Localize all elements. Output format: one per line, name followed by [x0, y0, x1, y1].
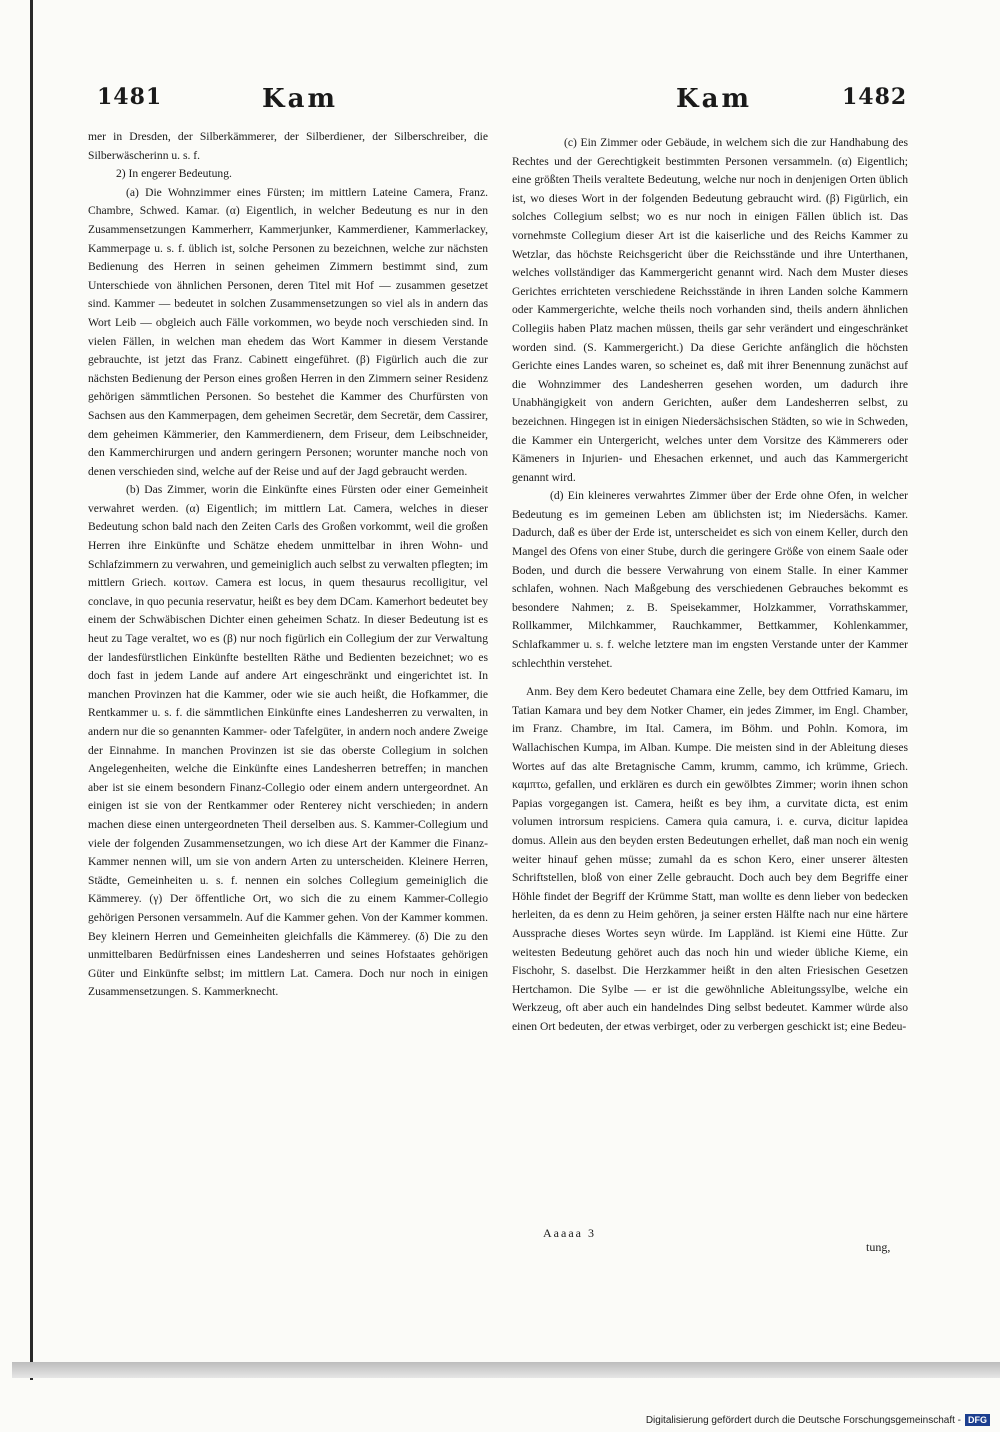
paragraph: (b) Das Zimmer, worin die Einkünfte eines Fürsten oder einer Gemeinheit verwahret werden. (α) Eigentlich; im mittlern Lat. Camera, welches in dieser Bedeutung schon bald nach den Zeiten Carls des Großen vorkommt, weil die großen Herren ihre Einkünfte und Schätze ehedem unmittelbar in ihren Wohn- und Schlafzimmern zu verwahren, und gemeiniglich auch selbst zu verwalten pflegten; im mittlern Griech. κοιτων. Camera est locus, in quem thesaurus recolligitur, vel conclave, in quo pecunia reservatur, heißt es bey dem DCam. Kamerhort bedeutet bey einem der Schwäbischen Dichter einen geheimen Schatz. In dieser Bedeutung ist es heut zu Tage veraltet, wo es (β) nur noch figürlich ein Collegium der zur Verwaltung der landesfürstlichen Einkünfte bestellten Räthe und Bedienten bezeichnet; wo es doch fast in jedem Lande auf andere Art eingeschränkt und eingerichtet ist. In manchen Provinzen hat die Kammer, oder wie sie auch heißt, die Hofkammer, die Rentkammer u. s. f. die sämmtlichen Einkünfte eines Landesherren zu verwalten, in andern nur die so genannten Kammer- oder Tafelgüter, in andern noch andere Zweige der Einnahme. In manchen Provinzen ist sie das oberste Collegium in solchen Angelegenheiten, welche die Einkünfte eines Landesherren betreffen; in manchen aber ist sie einem besondern Finanz-Collegio oder einem andern untergeordnet. An einigen ist sie von der Rentkammer oder Renterey nicht verschieden; in andern machen diese einen untergeordneten Theil derselben aus. S. Kammer-Collegium und viele der folgenden Zusammensetzungen, wo ich diese Art der Kammer die Finanz-Kammer nennen will, um sie von andern Arten zu unterscheiden. Kleinere Herren, Städte, Gemeinheiten u. s. f. nennen ein solches Collegium gemeiniglich die Kämmerey. (γ) Der öffentliche Ort, wo sich die zu einem Kammer-Collegio gehörigen Personen versammeln. Auf die Kammer gehen. Von der Kammer kommen. Bey kleinern Herren und Gemeinheiten gleichfalls die Kämmerey. (δ) Die zu den unmittelbaren Bedürfnissen eines Landesherren und seines Hofstaates gehörigen Güter und Einkünfte selbst; im mittlern Lat. Camera. Doch nur noch in einigen Zusammensetzungen. S. Kammerknecht. [88, 483, 488, 999]
running-head-left: Kam [262, 84, 338, 114]
paragraph: (a) Die Wohnzimmer eines Fürsten; im mittlern Lateine Camera, Franz. Chambre, Schwed. Kamar. (α) Eigentlich, in welcher Bedeutung es nur in den Zusammensetzungen Kammerherr, Kammerjunker, Kammerdiener, Kammerlackey, Kammerpage u. s. f. üblich ist, solche Personen zu bezeichnen, welche zur nächsten Bedienung des Herren in seinen geheimen Zimmern bestimmt sind, zum Unterschiede von ähnlichen Personen, deren Titel mit Hof — zusammen gesetzet sind. Kammer — bedeutet in solchen Zusammensetzungen so viel als in andern das Wort Leib — obgleich auch Fälle vorkommen, wo beyde noch verschieden sind. In vielen Fällen, in welchen man ehedem das Wort Kammer in diesem Verstande gebrauchte, ist jetzt das Franz. Cabinett eingeführet. (β) Figürlich auch die zur nächsten Bedienung der Person eines großen Herren in den Zimmern seiner Residenz gehörigen sämmtlichen Personen. So bestehet die Kammer des Churfürsten von Sachsen aus den Kammerpagen, dem geheimen Secretär, dem Secretär, dem Cassirer, dem geheimen Kämmerier, den Kammerdienern, dem Friseur, dem Leibschneider, den Kammerchirurgen und andern geringern Personen; worunter manche noch von denen verschieden sind, welche auf der Reise und auf der Jagd gebraucht werden. [88, 185, 488, 478]
right-text-column [512, 134, 908, 1037]
paragraph: mer in Dresden, der Silberkämmerer, der Silberdiener, der Silberschreiber, die Silberwäscherinn u. s. f. [88, 130, 488, 162]
page-number-right: 1482 [842, 84, 908, 110]
catchword: tung, [866, 1240, 891, 1254]
left-text-column [88, 128, 488, 1002]
annotation-paragraph: Anm. Bey dem Kero bedeutet Chamara eine Zelle, bey dem Ottfried Kamaru, im Tatian Kamara und bey dem Notker Chamer, ein jedes Zimmer, im Engl. Chamber, im Franz. Chambre, im Ital. Camera, im Böhm. und Pohln. Komora, im Wallachischen Kumpa, im Alban. Kumpe. Die meisten sind in der Ableitung dieses Wortes auf das alte Bretagnische Camm, krumm, cammo, ich krümme, Griech. καμπτω, gefallen, und erklären es durch ein gewölbtes Zimmer; worin ihnen schon Papias vorgegangen ist. Camera, heißt es bey ihm, a curvitate dicta, est enim volumen introrsum respiciens. Camera quia camura, i. e. curva, dicitur lapidea domus. Allein aus den beyden ersten Bedeutungen erhellet, daß man noch ein wenig weiter hinauf gehen müsse; zumahl da es schon Kero, einer unserer ältesten Schriftstellen, bloß von einer Zelle gebraucht. Doch auch bey dem Begriffe einer Höhle findet der Begriff der Krümme Statt, man wollte es denn lieber von bedecken herleiten, da es denn zu Heim gehören, ja seiner ersten Hälfte nach nur eine härtere Aussprache dieses Wortes seyn würde. Im Lappländ. ist Kiemi eine Hütte. Zur weitesten Bedeutung gehöret auch das noch hin und wieder übliche Kieme, ein Fischohr, S. daselbst. Die Herzkammer heißt in den alten Friesischen Gesetzen Hertchamon. Die Sylbe — er ist die gewöhnliche Ableitungssylbe, welche ein Werkzeug, oft aber auch ein handelndes Ding selbst bedeutet. Kammer würde also einen Ort bedeuten, der etwas verbirget, oder zu verbergen geschickt ist; eine Bedeu- [512, 685, 908, 1033]
paragraph: (d) Ein kleineres verwahrtes Zimmer über der Erde ohne Ofen, in welcher Bedeutung es im gemeinen Leben am üblichsten ist; im Niedersächs. Kamer. Dadurch, daß es über der Erde ist, unterscheidet es sich von einem Keller, durch den Mangel des Ofens von einer Stube, durch die geringere Größe von einem Saale oder Boden, und durch die bessere Verwahrung von einem Stalle. In einer Kammer schlafen, wohnen. Nach Maßgebung des verschiedenen Gebrauches bekommt es besondere Nahmen; z. B. Speisekammer, Holzkammer, Vorrathskammer, Rollkammer, Milchkammer, Rauchkammer, Bettkammer, Kohlenkammer, Schlafkammer u. s. f. welche letztere man im engsten Verstande unter der Kammer schlechthin verstehet. [512, 489, 908, 670]
page-binding-edge [30, 0, 33, 1380]
footer-credit [646, 1414, 990, 1426]
dfg-logo: DFG [965, 1414, 990, 1426]
page-bottom-edge [12, 1362, 1000, 1378]
signature-mark: Aaaaa 3 [543, 1226, 596, 1240]
page-number-left: 1481 [97, 84, 163, 110]
running-head-right: Kam [676, 84, 752, 114]
paragraph: 2) In engerer Bedeutung. [116, 167, 232, 181]
footer-text: Digitalisierung gefördert durch die Deutsche Forschungsgemeinschaft - [645, 1414, 961, 1426]
paragraph: (c) Ein Zimmer oder Gebäude, in welchem sich die zur Handhabung des Rechtes und der Gerechtigkeit bestimmten Personen versammeln. (α) Eigentlich; eine größten Theils veraltete Bedeutung, welche nur noch in denjenigen Orten üblich ist, wo dieses Wort in der folgenden Bedeutung gebraucht wird. (β) Figürlich, ein solches Collegium selbst; wo es nur noch in einigen Fällen üblich ist. Das vornehmste Collegium dieser Art ist die kaiserliche und des Reichs Kammer zu Wetzlar, das höchste Reichsgericht über die Reichsstände und ihre Unterthanen, welches vollständiger das Kammergericht genannt wird. Nach dem Muster dieses Gerichtes errichteten verschiedene Reichsstände in ihren Landen solche Kammern oder Kammergerichte, welche theils noch vorhanden sind, theils andern ähnlichen Collegiis haben Platz machen müssen, theils gar sehr verändert und eingeschränket worden sind. (S. Kammergericht.) Da diese Gerichte anfänglich die höchsten Gerichte eines Landes waren, so scheinet es, daß mit ihrer Benennung zunächst auf die Wohnzimmer des Landesherren gesehen worden, um dadurch ihre Unabhängigkeit von andern Gerichten, außer dem Landesherren selbst, zu bezeichnen. Hingegen ist in einigen Niedersächsischen Städten, so wie in Schweden, die Kammer ein Untergericht, welches unter dem Vorsitze des Kämmerers oder Kämeners in Injurien- und Ehesachen erkennet, und auch das Kammergericht genannt wird. [512, 136, 908, 484]
